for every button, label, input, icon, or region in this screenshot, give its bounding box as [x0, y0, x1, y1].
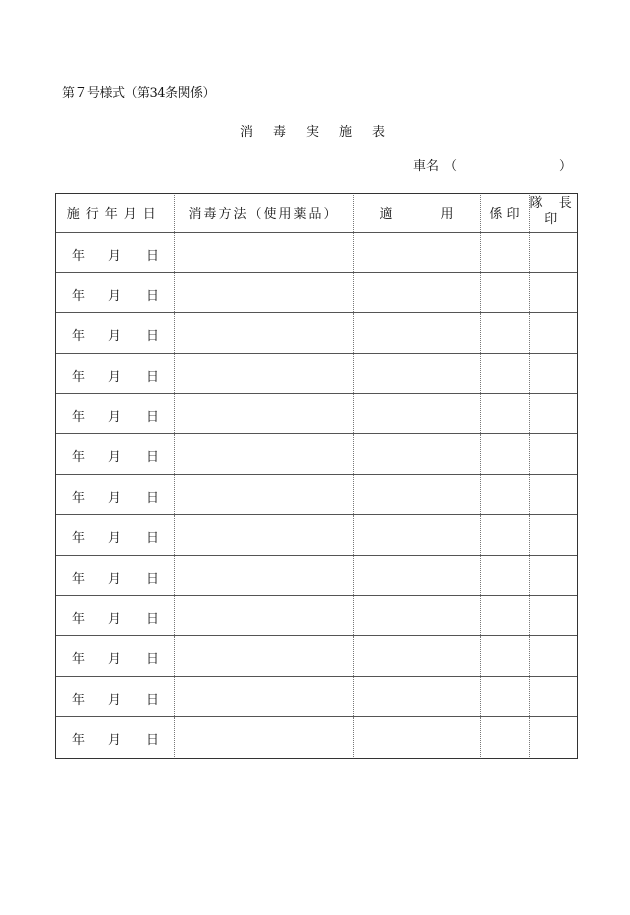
remarks-cell[interactable] — [353, 596, 480, 636]
leader-seal-cell[interactable] — [529, 272, 578, 312]
table-row — [55, 636, 578, 676]
date-day-label: 日 — [146, 450, 160, 466]
date-year-label: 年 — [72, 733, 86, 749]
staff-seal-cell[interactable] — [480, 515, 529, 555]
date-cell[interactable] — [55, 353, 174, 393]
date-day-label: 日 — [146, 410, 160, 426]
date-cell[interactable] — [55, 313, 174, 353]
table-row — [55, 353, 578, 393]
method-cell[interactable] — [174, 353, 353, 393]
vehicle-name-close-paren: ） — [559, 159, 573, 174]
date-day-label: 日 — [146, 531, 160, 547]
header-method: 消毒方法（使用薬品） — [174, 193, 353, 232]
date-day-label: 日 — [146, 490, 160, 506]
vehicle-name-open-paren: （ — [444, 159, 458, 174]
remarks-cell[interactable] — [353, 676, 480, 716]
date-month-label: 月 — [108, 490, 122, 506]
method-cell[interactable] — [174, 636, 353, 676]
date-month-label: 月 — [108, 248, 122, 264]
method-cell[interactable] — [174, 474, 353, 514]
staff-seal-cell[interactable] — [480, 555, 529, 595]
method-cell[interactable] — [174, 676, 353, 716]
date-year-label: 年 — [72, 692, 86, 708]
date-cell[interactable] — [55, 636, 174, 676]
remarks-cell[interactable] — [353, 232, 480, 272]
date-day-label: 日 — [146, 248, 160, 264]
staff-seal-cell[interactable] — [480, 394, 529, 434]
date-cell[interactable] — [55, 474, 174, 514]
date-cell[interactable] — [55, 232, 174, 272]
date-day-label: 日 — [146, 288, 160, 304]
date-day-label: 日 — [146, 652, 160, 668]
date-year-label: 年 — [72, 490, 86, 506]
leader-seal-cell[interactable] — [529, 353, 578, 393]
method-cell[interactable] — [174, 313, 353, 353]
date-year-label: 年 — [72, 288, 86, 304]
date-cell[interactable] — [55, 717, 174, 757]
staff-seal-cell[interactable] — [480, 636, 529, 676]
date-month-label: 月 — [108, 733, 122, 749]
date-day-label: 日 — [146, 733, 160, 749]
table-header-row — [55, 193, 578, 232]
date-day-label: 日 — [146, 692, 160, 708]
remarks-cell[interactable] — [353, 474, 480, 514]
disinfection-log-table — [55, 193, 578, 757]
staff-seal-cell[interactable] — [480, 272, 529, 312]
date-day-label: 日 — [146, 612, 160, 628]
method-cell[interactable] — [174, 515, 353, 555]
date-year-label: 年 — [72, 329, 86, 345]
table-row — [55, 515, 578, 555]
header-leader-seal — [529, 193, 578, 232]
date-month-label: 月 — [108, 652, 122, 668]
remarks-cell[interactable] — [353, 434, 480, 474]
leader-seal-cell[interactable] — [529, 474, 578, 514]
table-row — [55, 434, 578, 474]
date-cell[interactable] — [55, 434, 174, 474]
date-year-label: 年 — [72, 571, 86, 587]
date-cell[interactable] — [55, 596, 174, 636]
date-year-label: 年 — [72, 531, 86, 547]
leader-seal-cell[interactable] — [529, 515, 578, 555]
date-cell[interactable] — [55, 676, 174, 716]
table-row — [55, 555, 578, 595]
date-day-label: 日 — [146, 369, 160, 385]
leader-seal-cell[interactable] — [529, 676, 578, 716]
header-leader-seal-bottom: 印 — [544, 212, 564, 228]
date-month-label: 月 — [108, 329, 122, 345]
vehicle-name-label: 車名 — [413, 159, 440, 174]
date-cell[interactable] — [55, 515, 174, 555]
date-cell[interactable] — [55, 272, 174, 312]
staff-seal-cell[interactable] — [480, 596, 529, 636]
staff-seal-cell[interactable] — [480, 313, 529, 353]
header-remarks — [353, 193, 480, 232]
method-cell[interactable] — [174, 555, 353, 595]
date-day-label: 日 — [146, 571, 160, 587]
method-cell[interactable] — [174, 717, 353, 757]
table-row — [55, 272, 578, 312]
date-year-label: 年 — [72, 612, 86, 628]
page-title: 消毒実施表 — [240, 125, 406, 140]
table-row — [55, 717, 578, 757]
date-month-label: 月 — [108, 692, 122, 708]
date-month-label: 月 — [108, 612, 122, 628]
remarks-cell[interactable] — [353, 353, 480, 393]
date-month-label: 月 — [108, 531, 122, 547]
leader-seal-cell[interactable] — [529, 717, 578, 757]
remarks-cell[interactable] — [353, 272, 480, 312]
vehicle-name-line — [413, 155, 573, 173]
table-row — [55, 313, 578, 353]
leader-seal-cell[interactable] — [529, 434, 578, 474]
remarks-cell[interactable] — [353, 636, 480, 676]
staff-seal-cell[interactable] — [480, 676, 529, 716]
staff-seal-cell[interactable] — [480, 353, 529, 393]
remarks-cell[interactable] — [353, 717, 480, 757]
remarks-cell[interactable] — [353, 313, 480, 353]
table-row — [55, 232, 578, 272]
remarks-cell[interactable] — [353, 394, 480, 434]
header-staff-seal: 係 印 — [480, 193, 529, 232]
leader-seal-cell[interactable] — [529, 636, 578, 676]
method-cell[interactable] — [174, 232, 353, 272]
method-cell[interactable] — [174, 596, 353, 636]
method-cell[interactable] — [174, 272, 353, 312]
table-row — [55, 474, 578, 514]
header-leader-seal-top: 隊 長 — [529, 196, 578, 212]
date-year-label: 年 — [72, 652, 86, 668]
staff-seal-cell[interactable] — [480, 434, 529, 474]
date-year-label: 年 — [72, 410, 86, 426]
remarks-cell[interactable] — [353, 555, 480, 595]
date-year-label: 年 — [72, 369, 86, 385]
method-cell[interactable] — [174, 434, 353, 474]
header-date: 施行年月日 — [55, 193, 174, 232]
leader-seal-cell[interactable] — [529, 394, 578, 434]
staff-seal-cell[interactable] — [480, 232, 529, 272]
remarks-cell[interactable] — [353, 515, 480, 555]
leader-seal-cell[interactable] — [529, 313, 578, 353]
date-cell[interactable] — [55, 555, 174, 595]
header-remarks-a: 適 — [379, 206, 393, 222]
date-day-label: 日 — [146, 329, 160, 345]
table-row — [55, 394, 578, 434]
header-remarks-b: 用 — [440, 206, 454, 222]
table-row — [55, 596, 578, 636]
date-cell[interactable] — [55, 394, 174, 434]
table-row — [55, 676, 578, 716]
date-month-label: 月 — [108, 288, 122, 304]
leader-seal-cell[interactable] — [529, 232, 578, 272]
form-number: 第７号様式（第34条関係） — [62, 86, 216, 101]
date-month-label: 月 — [108, 450, 122, 466]
date-year-label: 年 — [72, 450, 86, 466]
leader-seal-cell[interactable] — [529, 596, 578, 636]
date-year-label: 年 — [72, 248, 86, 264]
leader-seal-cell[interactable] — [529, 555, 578, 595]
date-month-label: 月 — [108, 410, 122, 426]
staff-seal-cell[interactable] — [480, 474, 529, 514]
staff-seal-cell[interactable] — [480, 717, 529, 757]
method-cell[interactable] — [174, 394, 353, 434]
date-month-label: 月 — [108, 369, 122, 385]
date-month-label: 月 — [108, 571, 122, 587]
